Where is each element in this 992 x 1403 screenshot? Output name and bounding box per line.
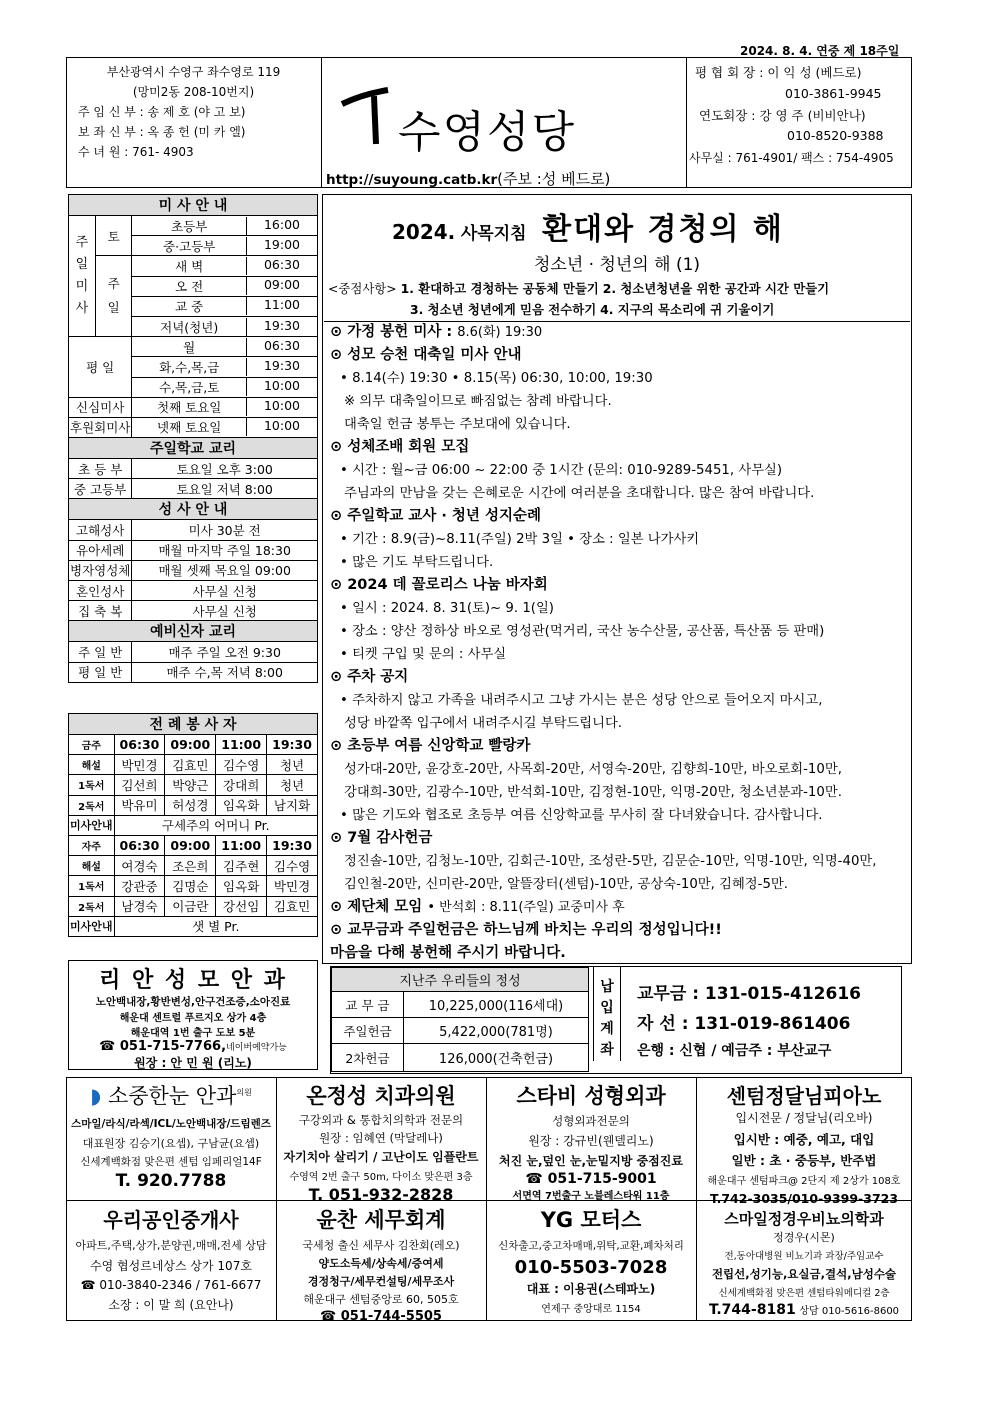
weekday-name: 화,수,목,금 <box>132 358 247 376</box>
server-time: 06:30 <box>114 735 165 755</box>
server-name: 김수영 <box>216 755 267 775</box>
notice-text: ※ 의무 대축일이므로 빠짐없는 참례 바랍니다. <box>344 394 612 409</box>
theme-year: 2024. <box>392 220 456 244</box>
sacrament-label: 집 축 복 <box>69 601 132 621</box>
mass-name: 오 전 <box>132 277 247 295</box>
mass-schedule <box>68 194 318 683</box>
ad-line: 서면역 7번출구 노블레스타워 11층 <box>512 1191 670 1202</box>
ad-phone: ☎ 051-744-5505 <box>320 1309 442 1324</box>
ad-line: 처진 눈,덮인 눈,눈밑지방 중점진료 <box>499 1154 683 1168</box>
role-label: 2독서 <box>69 896 115 916</box>
notice-text: ⊙ 성체조배 회원 모집 <box>330 439 470 455</box>
server-name: 박유미 <box>114 795 165 815</box>
server-name: 강대희 <box>216 775 267 795</box>
bank-info: 은행 : 신협 / 예금주 : 부산교구 <box>637 1043 832 1059</box>
ad-phone: 010-5503-7028 <box>514 1257 668 1278</box>
sacrament-title: 성 사 안 내 <box>69 499 318 520</box>
extra-mass-time: 10:00 <box>263 418 301 434</box>
mass-time: 09:00 <box>263 277 301 293</box>
notice-text: 정진솔-10만, 김청노-10만, 김회근-10만, 조성란-5만, 김문순-10만, 익명-10만, 익명-40만, <box>344 854 877 869</box>
ad-onjung <box>278 1080 484 1204</box>
notice-text: ⊙ 제단체 모임 <box>330 899 428 915</box>
server-name: 박양근 <box>165 775 216 795</box>
ad-line: 수영 협성르네상스 상가 107호 <box>90 1259 252 1273</box>
notice-heading <box>330 344 908 367</box>
guide-name: 샛 별 Pr. <box>114 916 317 936</box>
council-phone: 010-3861-9945 <box>785 86 882 101</box>
catechumen-title: 예비신자 교리 <box>69 621 318 642</box>
parish-info <box>66 57 322 188</box>
ad-line: 소장 : 이 말 희 (요안나) <box>108 1298 234 1312</box>
ad-sojung <box>68 1080 274 1191</box>
role-label: 1독서 <box>69 876 115 896</box>
server-name: 박민경 <box>114 755 165 775</box>
notice-line <box>330 390 908 413</box>
catechumen-value: 매주 수,목 저녁 8:00 <box>132 662 318 682</box>
ad-line: 자기치아 살리기 / 고난이도 임플란트 <box>283 1150 479 1164</box>
website-url[interactable]: http://suyoung.catb.kr <box>326 172 498 188</box>
ad-line: 경정청구/세무컨설팅/세무조사 <box>307 1275 455 1288</box>
next-week-label: 자주 <box>69 835 115 855</box>
notice-heading <box>330 942 908 965</box>
notice-text: • 일시 : 2024. 8. 31(토)~ 9. 1(일) <box>340 601 554 616</box>
server-name: 김효민 <box>267 896 318 916</box>
council-chair: 평 협 회 장 : 이 익 성 (베드로) <box>695 65 862 80</box>
pastor: 주 임 신 부 : 송 제 호 (야 고 보) <box>78 105 246 119</box>
logo-text: 수영성당 <box>398 107 577 158</box>
ad-line: 대표원장 김승기(요셉), 구남균(요셉) <box>82 1137 260 1150</box>
notice-line <box>330 459 908 482</box>
notice-text: 성가대-20만, 윤강호-20만, 사목회-20만, 서영숙-20만, 김향희-10만, 바오로회-10만, <box>344 762 842 777</box>
charity-number: : 131-019-861406 <box>681 1014 851 1034</box>
servers-table <box>68 713 318 937</box>
notice-line <box>330 528 908 551</box>
offering-title: 지난주 우리들의 정성 <box>332 968 589 992</box>
theme-title <box>392 204 784 248</box>
ad-line: 아파트,주택,상가,분양권,매매,전세 상담 <box>75 1239 267 1252</box>
notice-line <box>330 643 908 666</box>
servers-title: 전 례 봉 사 자 <box>69 714 318 735</box>
guide-label: 미사안내 <box>69 916 115 936</box>
ad-line: 신세계백화점 맞은편 센텀 임페리얼14F <box>80 1156 262 1168</box>
ad-phone: T.744-8181 <box>708 1302 796 1318</box>
ad-yg-name: YG 모터스 <box>540 1208 642 1232</box>
server-name: 박민경 <box>267 876 318 896</box>
ad-lian-line: 노안백내장,황반변성,안구건조증,소아진료 <box>95 996 291 1008</box>
focus-row1 <box>328 279 829 297</box>
notice-text: 주님과의 만남을 갖는 은혜로운 시간에 여러분을 초대합니다. 많은 참여 바랍니다. <box>344 486 815 501</box>
notice-line <box>330 804 908 827</box>
server-name: 청년 <box>267 775 318 795</box>
address-line2: (망미2동 208-10번지) <box>132 85 255 99</box>
ad-line: 전립선,성기능,요실금,결석,남성수술 <box>711 1267 897 1281</box>
notice-line <box>330 781 908 804</box>
notice-list <box>330 321 908 965</box>
weekday-name: 수,목,금,토 <box>132 378 247 396</box>
notice-text: • 시간 : 월~금 06:00 ~ 22:00 중 1시간 (문의: 010-9289-5451, 사무실) <box>340 463 783 478</box>
notice-text: ⊙ 교무금과 주일헌금은 하느님께 바치는 우리의 정성입니다!! <box>330 922 722 938</box>
offering-value: 10,225,000(116세대) <box>404 992 589 1018</box>
notice-line <box>330 482 908 505</box>
ad-lian-line: 해운대역 1번 출구 도보 5분 <box>130 1028 256 1039</box>
sacrament-value: 미사 30분 전 <box>132 520 318 540</box>
server-name: 남지화 <box>267 795 318 815</box>
ad-lian-director: 원장 : 안 민 원 (리노) <box>134 1056 252 1070</box>
convent: 수 녀 원 : 761- 4903 <box>78 145 194 159</box>
notice-extra: • 반석회 : 8.11(주일) 교중미사 후 <box>427 900 625 915</box>
mass-name: 중·고등부 <box>132 237 247 255</box>
gyomu-label: 교무금 <box>637 984 687 1004</box>
notice-text: ⊙ 7월 감사헌금 <box>330 830 433 846</box>
ad-yg <box>488 1204 694 1315</box>
offering-value: 5,422,000(781명) <box>404 1018 589 1044</box>
extra-mass-label: 후원회미사 <box>69 417 132 437</box>
sacrament-value: 사무실 신청 <box>132 581 318 601</box>
mass-time: 19:30 <box>263 317 301 333</box>
server-name: 김주현 <box>216 856 267 876</box>
divider <box>276 1077 277 1321</box>
notice-heading <box>330 827 908 850</box>
ad-line: 일반 : 초 · 중등부, 반주법 <box>731 1153 877 1168</box>
server-name: 조은희 <box>165 856 216 876</box>
catechumen-label: 주 일 반 <box>69 642 132 662</box>
catechumen-label: 평 일 반 <box>69 662 132 682</box>
server-name: 청년 <box>267 755 318 775</box>
extra-mass-time: 10:00 <box>263 398 301 414</box>
charity-label: 자 선 <box>637 1014 676 1034</box>
ad-realty <box>68 1204 274 1313</box>
server-name: 김명순 <box>165 876 216 896</box>
ad-line: 국세청 출신 세무사 김찬회(레오) <box>302 1239 460 1252</box>
server-name: 김선희 <box>114 775 165 795</box>
divider <box>486 1077 487 1321</box>
weekday-time: 19:30 <box>263 357 301 373</box>
charity-account <box>637 1009 850 1034</box>
server-name: 허성경 <box>165 795 216 815</box>
server-name: 강관중 <box>114 876 165 896</box>
notice-text: ⊙ 주차 공지 <box>330 669 409 685</box>
ad-line: 스마일/라식/라섹/ICL/노안백내장/드림렌즈 <box>71 1118 271 1130</box>
ad-realty-name: 우리공인중개사 <box>103 1208 239 1232</box>
ad-line: 입시반 : 예중, 예고, 대입 <box>733 1132 875 1147</box>
ad-sojung-name: 소중한눈 안과 <box>107 1084 237 1108</box>
patron-saint: (주보 :성 베드로) <box>497 170 611 188</box>
notice-text: • 기간 : 8.9(금)~8.11(주일) 2박 3일 • 장소 : 일본 나가사키 <box>340 532 700 547</box>
notice-line <box>330 413 908 436</box>
ad-phone: T. 051-932-2828 <box>308 1185 454 1204</box>
notice-heading <box>330 919 908 942</box>
sacrament-label: 고해성사 <box>69 520 132 540</box>
logo <box>330 82 630 162</box>
server-time: 09:00 <box>165 735 216 755</box>
offering-label: 교 무 금 <box>332 992 404 1018</box>
notice-text: ⊙ 주일학교 교사 · 청년 성지순례 <box>330 508 541 524</box>
notice-line <box>330 873 908 896</box>
mass-name: 초등부 <box>132 217 247 235</box>
ad-yunchan <box>278 1204 484 1324</box>
ad-line: 원장 : 임혜연 (막달레나) <box>319 1131 443 1145</box>
ad-lian-booking: 네이버예약가능 <box>226 1043 287 1053</box>
school-label: 중 고등부 <box>69 479 132 499</box>
ad-lian-phone: ☎ 051-715-7766, <box>99 1039 227 1054</box>
offering-label: 주일헌금 <box>332 1018 404 1044</box>
notice-line <box>330 712 908 735</box>
sunday-school-title: 주일학교 교리 <box>69 438 318 459</box>
gyomu-account <box>637 979 861 1004</box>
ad-line: 해운대구 센텀파크@ 2단지 제 2상가 108호 <box>707 1176 901 1187</box>
sunday-mass-label: 주 일 미 사 <box>69 216 96 337</box>
focus-item: 2. 청소년청년을 위한 공간과 시간 만들기 <box>602 281 830 296</box>
catechumen-value: 매주 주일 오전 9:30 <box>132 642 318 662</box>
offering-label: 2차헌금 <box>332 1044 404 1072</box>
role-label: 1독서 <box>69 775 115 795</box>
server-name: 강선임 <box>216 896 267 916</box>
ad-stb <box>488 1080 694 1202</box>
guide-label: 미사안내 <box>69 815 115 835</box>
ad-piano-name: 센텀정달님피아노 <box>726 1084 882 1108</box>
notice-line <box>330 551 908 574</box>
yeondo-phone: 010-8520-9388 <box>787 128 884 143</box>
notice-text: ⊙ 2024 데 꼴로리스 나눔 바자회 <box>330 577 548 593</box>
school-label: 초 등 부 <box>69 459 132 479</box>
mass-name: 저녁(청년) <box>132 318 247 336</box>
ad-stb-name: 스타비 성형외과 <box>516 1084 666 1108</box>
ad-line: 해운대구 센텀중앙로 60, 505호 <box>303 1293 459 1306</box>
ad-lian <box>68 960 318 1070</box>
ad-yunchan-name: 윤찬 세무회계 <box>316 1208 446 1232</box>
mass-title: 미 사 안 내 <box>69 195 318 216</box>
notice-text: • 많은 기도와 협조로 초등부 여름 신앙학교를 무사히 잘 다녀왔습니다. 감사합니다. <box>340 808 823 823</box>
focus-item: 3. 청소년 청년에게 믿음 전수하기 <box>410 302 597 317</box>
notice-text: 김인철-20만, 신미란-20만, 알뜰장터(센텀)-10만, 공상숙-10만, 김혜정-5만. <box>344 877 788 892</box>
server-name: 김수영 <box>267 856 318 876</box>
notice-text: ⊙ 성모 승천 대축일 미사 안내 <box>330 347 522 363</box>
theme-subtitle: 청소년 · 청년의 해 (1) <box>533 255 701 275</box>
server-time: 11:00 <box>216 735 267 755</box>
focus-item: 4. 지구의 목소리에 귀 기울이기 <box>600 302 775 317</box>
server-name: 남경숙 <box>114 896 165 916</box>
ad-line: 신차출고,중고차매매,위탁,교환,폐차처리 <box>498 1240 684 1252</box>
sacrament-label: 유아세례 <box>69 540 132 560</box>
mass-time: 16:00 <box>263 216 301 232</box>
notice-extra: 8.6(화) 19:30 <box>457 325 543 340</box>
mass-time: 19:00 <box>263 236 301 252</box>
extra-mass-name: 첫째 토요일 <box>132 398 247 416</box>
ad-phone: ☎ 010-3840-2346 / 761-6677 <box>80 1278 262 1292</box>
assistant-priest: 보 좌 신 부 : 옥 종 헌 (미 카 엘) <box>78 125 246 139</box>
mass-name: 교 중 <box>132 297 247 315</box>
notice-text: ⊙ 가정 봉헌 미사 : <box>330 324 458 340</box>
school-time: 토요일 오후 3:00 <box>132 459 318 479</box>
server-name: 임옥화 <box>216 795 267 815</box>
ad-phone: ☎ 051-715-9001 <box>525 1171 657 1187</box>
notice-heading <box>330 436 908 459</box>
issue-date: 2024. 8. 4. 연중 제 18주일 <box>740 44 900 58</box>
notice-text: 강대희-30만, 김광수-10만, 반석회-10만, 김정현-10만, 익명-20만, 청소년분과-10만. <box>344 785 842 800</box>
role-label: 2독서 <box>69 795 115 815</box>
focus-label: <중점사항> <box>328 281 397 296</box>
ad-onjung-name: 온정성 치과의원 <box>306 1084 456 1108</box>
gyomu-number: : 131-015-412616 <box>692 984 861 1004</box>
ad-line: 신세계백화점 맞은편 센텀타워메디컬 2층 <box>718 1288 890 1299</box>
weekday-name: 월 <box>132 338 247 356</box>
offering-value: 126,000(건축헌금) <box>404 1044 589 1072</box>
notice-heading <box>330 735 908 758</box>
sacrament-value: 매월 셋째 목요일 09:00 <box>132 560 318 580</box>
theme-policy: 사목지침 <box>460 224 527 244</box>
notice-heading <box>330 666 908 689</box>
notice-text: • 많은 기도 부탁드립니다. <box>340 555 494 570</box>
ad-line: 원장 : 강규빈(웬델리노) <box>528 1134 654 1148</box>
server-time: 19:30 <box>267 835 318 855</box>
mass-time: 11:00 <box>263 297 301 313</box>
weekday-label: 평 일 <box>69 337 132 398</box>
ad-sojung-tag: 의원 <box>236 1088 252 1097</box>
address-line1: 부산광역시 수영구 좌수영로 119 <box>106 65 281 79</box>
sacrament-label: 병자영성체 <box>69 560 132 580</box>
yeondo-chair: 연도회장 : 강 영 주 (비비안나) <box>699 108 866 123</box>
notice-text: • 8.14(수) 19:30 • 8.15(목) 06:30, 10:00, 19:30 <box>340 371 653 386</box>
ad-phone-consult: 상담 010-5616-8600 <box>799 1306 900 1317</box>
ad-line: 연제구 중앙대로 1154 <box>541 1304 641 1315</box>
saturday-label: 토 <box>95 216 132 256</box>
ad-line: 입시전문 / 정달님(리오바) <box>735 1111 873 1125</box>
focus-item: 1. 환대하고 경청하는 공동체 만들기 <box>400 281 599 296</box>
notice-text: 마음을 다해 봉헌해 주시기 바랍니다. <box>330 945 566 961</box>
ad-phone: T. 920.7788 <box>115 1171 227 1191</box>
offering-box <box>330 966 902 1074</box>
server-time: 19:30 <box>267 735 318 755</box>
sacrament-value: 사무실 신청 <box>132 601 318 621</box>
ad-lian-line: 해운대 센트럴 푸르지오 상가 4층 <box>119 1013 267 1024</box>
notice-text: 성당 바깥쪽 입구에서 내려주시길 부탁드립니다. <box>344 716 623 731</box>
notice-text: • 주차하지 않고 가족을 내려주시고 그냥 가시는 분은 성당 안으로 들어오지 마시고, <box>340 693 823 708</box>
council-info <box>686 57 912 188</box>
server-time: 09:00 <box>165 835 216 855</box>
ad-piano <box>698 1080 910 1206</box>
notice-text: 대축일 헌금 봉투는 주보대에 있습니다. <box>344 417 571 432</box>
notice-heading <box>330 505 908 528</box>
extra-mass-label: 신심미사 <box>69 397 132 417</box>
this-week-label: 금주 <box>69 735 115 755</box>
sacrament-label: 혼인성사 <box>69 581 132 601</box>
notice-heading <box>330 574 908 597</box>
role-label: 해설 <box>69 856 115 876</box>
offering-table <box>331 967 589 1072</box>
ad-lian-name: 리 안 성 모 안 과 <box>99 968 287 993</box>
website-line <box>326 168 610 189</box>
notice-line <box>330 620 908 643</box>
mass-name: 새 벽 <box>132 257 247 275</box>
extra-mass-name: 넷째 토요일 <box>132 418 247 436</box>
weekday-time: 10:00 <box>263 378 301 394</box>
notice-text: ⊙ 초등부 여름 신앙학교 빨랑카 <box>330 738 531 754</box>
ad-urology-name: 스마일정경우비뇨의학과 <box>724 1210 884 1228</box>
server-name: 임옥화 <box>216 876 267 896</box>
logo-mark-icon <box>338 82 398 152</box>
notice-line <box>330 758 908 781</box>
server-name: 이금란 <box>165 896 216 916</box>
guide-name: 구세주의 어머니 Pr. <box>114 815 317 835</box>
server-name: 김효민 <box>165 755 216 775</box>
account-label: 납 입 계 좌 <box>593 967 621 1061</box>
notice-line <box>330 689 908 712</box>
ad-phone: T.742-3035/010-9399-3723 <box>709 1191 899 1206</box>
office-phone: 사무실 : 761-4901/ 팩스 : 754-4905 <box>689 151 894 165</box>
weekday-time: 06:30 <box>263 337 301 353</box>
eye-logo-icon: ◗ <box>90 1084 102 1108</box>
theme-text: 환대와 경청의 해 <box>542 212 784 247</box>
notice-line <box>330 850 908 873</box>
ad-urology <box>698 1204 910 1318</box>
notice-text: • 티켓 구입 및 문의 : 사무실 <box>340 647 507 662</box>
divider <box>696 1077 697 1321</box>
sunday-label: 주 일 <box>95 256 132 337</box>
ad-line: 전,동아대병원 비뇨기과 과장/주임교수 <box>724 1251 884 1262</box>
ad-line: 정경우(시몬) <box>773 1231 835 1244</box>
notice-line <box>330 597 908 620</box>
notice-heading <box>330 896 908 919</box>
ad-line: 대표 : 이용권(스테파노) <box>526 1282 656 1296</box>
server-name: 여경숙 <box>114 856 165 876</box>
ad-line: 구강외과 & 통합치의학과 전문의 <box>298 1113 464 1127</box>
ad-line: 양도소득세/상속세/증여세 <box>318 1257 444 1270</box>
ad-line: 수영역 2번 출구 50m, 다이소 맞은편 3층 <box>289 1172 473 1183</box>
mass-time: 06:30 <box>263 256 301 272</box>
focus-row2 <box>410 300 774 318</box>
notice-text: • 장소 : 양산 정하상 바오로 영성관(먹거리, 국산 농수산물, 공산품, 특산품 등 판매) <box>340 624 825 639</box>
notice-line <box>330 367 908 390</box>
sacrament-value: 매월 마지막 주일 18:30 <box>132 540 318 560</box>
notice-heading <box>330 321 908 344</box>
school-time: 토요일 저녁 8:00 <box>132 479 318 499</box>
role-label: 해설 <box>69 755 115 775</box>
server-time: 06:30 <box>114 835 165 855</box>
ad-line: 성형외과전문의 <box>552 1114 630 1128</box>
server-time: 11:00 <box>216 835 267 855</box>
